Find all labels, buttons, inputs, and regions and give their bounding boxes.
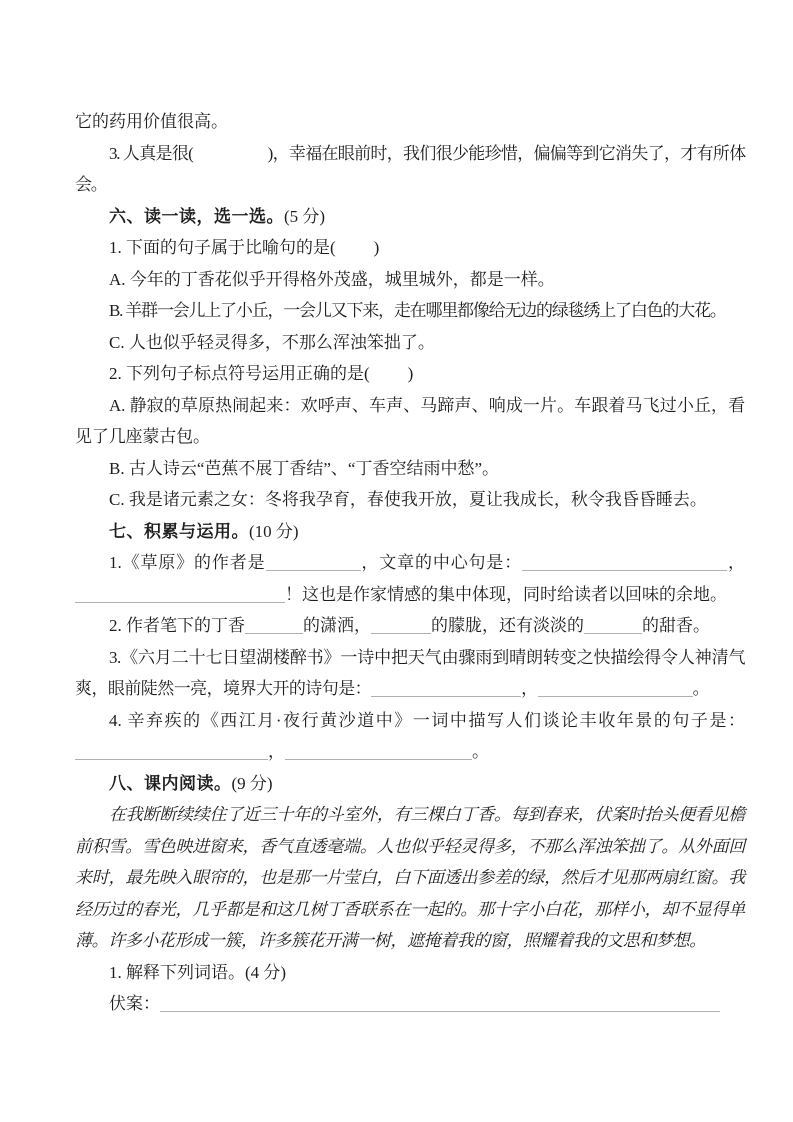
question-5-3 (75, 138, 745, 201)
question-7-3-text: ， (521, 679, 538, 698)
answer-blank (245, 618, 303, 634)
question-6-2-stem-close: ) (407, 364, 414, 383)
question-6-2-stem-text: 2. 下列句子标点符号运用正确的是( (109, 364, 370, 383)
section-8-score: (9 分) (231, 773, 273, 793)
answer-paren-gap (336, 252, 374, 253)
answer-blank (285, 744, 472, 760)
question-7-3 (75, 642, 745, 705)
question-6-1-option-b: B. 羊群一会儿上了小丘，一会儿又下来，走在哪里都像给无边的绿毯绣上了白色的大花。 (109, 301, 726, 320)
answer-blank (371, 681, 521, 697)
section-6-score: (5 分) (284, 206, 326, 226)
section-7-heading (75, 516, 745, 548)
question-6-2-option-b: B. 古人诗云“芭蕉不展丁香结”、“丁香空结雨中愁”。 (109, 458, 500, 478)
question-6-2-option-a: A. 静寂的草原热闹起来：欢呼声、车声、马蹄声、响成一片。车跟着马飞过小丘，看见了几座蒙古包。 (75, 395, 745, 446)
answer-blank (522, 555, 727, 571)
question-5-3-text-cont: )，幸福在眼前时，我们很少能珍惜，偏偏等到它消失了，才有所体会。 (75, 143, 745, 194)
answer-blank (266, 555, 361, 571)
answer-paren-gap (193, 158, 268, 159)
question-7-1 (75, 547, 745, 610)
question-7-4 (75, 705, 745, 768)
question-6-1-stem-text: 1. 下面的句子属于比喻句的是( (109, 238, 336, 257)
question-6-1-stem (75, 232, 745, 264)
answer-blank (75, 744, 268, 760)
question-6-2-option-c: C. 我是诸元素之女：冬将我孕育，春使我开放，夏让我成长，秋令我昏昏睡去。 (109, 490, 707, 509)
section-6-heading (75, 201, 745, 233)
question-7-1-text: ， (727, 553, 746, 572)
answer-blank (160, 996, 720, 1012)
term-label: 伏案： (109, 994, 160, 1013)
answer-paren-gap (370, 378, 408, 379)
section-7-title: 七、积累与运用。 (109, 521, 249, 541)
reading-passage: 在我断断续续住了近三十年的斗室外，有三棵白丁香。每到春来，伏案时抬头便看见檐前积雪。雪色映进窗来，香气直透毫端。人也似乎轻灵得多，不那么浑浊笨拙了。从外面回来时，最先映入眼帘的，也是那一片莹白，白下面透出参差的绿，然后才见那两扇红窗。我经历过的春光，几乎都是和这几树丁香联系在一起的。那十字小白花，那样小，却不显得单薄。许多小花形成一簇，许多簇花开满一树，遮掩着我的窗，照耀着我的文思和梦想。 (75, 805, 745, 950)
question-7-4-text: 4. 辛弃疾的《西江月·夜行黄沙道中》一词中描写人们谈论丰收年景的句子是： (109, 710, 745, 730)
answer-blank (371, 618, 431, 634)
question-7-4-text: 。 (472, 742, 489, 761)
question-6-2-stem (75, 358, 745, 390)
question-7-3-text: 3.《六月二十七日望湖楼醉书》一诗中把天气由骤雨到晴朗转变之快描绘得令人神清气爽，眼前陡然一亮，境界大开的诗句是： (75, 647, 745, 698)
question-8-1: 1. 解释下列词语。(4 分) (109, 962, 287, 982)
section-8-heading (75, 768, 745, 800)
question-7-1-text: ，文章的中心句是： (360, 553, 523, 572)
carryover-line: 它的药用价值很高。 (75, 112, 228, 131)
question-6-1-option-a: A. 今年的丁香花似乎开得格外茂盛，城里城外，都是一样。 (109, 269, 555, 289)
question-7-1-text: 1.《草原》的作者是 (109, 553, 266, 572)
question-7-2-text: 的潇洒， (303, 616, 371, 635)
answer-blank (75, 587, 285, 603)
question-6-1-option-c: C. 人也似乎轻灵得多，不那么浑浊笨拙了。 (109, 332, 435, 352)
answer-blank (538, 681, 693, 697)
section-7-score: (10 分) (249, 521, 299, 541)
question-7-1-text: ！这也是作家情感的集中体现，同时给读者以回味的余地。 (285, 584, 727, 604)
section-6-title: 六、读一读，选一选。 (109, 206, 284, 226)
question-6-1-stem-close: ) (373, 238, 380, 257)
question-7-2-text: 的朦胧，还有淡淡的 (431, 616, 584, 635)
term-fuan-line (75, 988, 745, 1020)
question-7-3-text: 。 (692, 679, 710, 698)
answer-blank (584, 618, 642, 634)
question-7-2 (75, 610, 745, 642)
question-7-2-text: 2. 作者笔下的丁香 (109, 616, 245, 635)
question-7-2-text: 的甜香。 (642, 616, 710, 635)
section-8-title: 八、课内阅读。 (109, 773, 232, 793)
question-5-3-text: 3. 人真是很( (109, 143, 193, 163)
question-7-4-text: ， (268, 742, 285, 761)
